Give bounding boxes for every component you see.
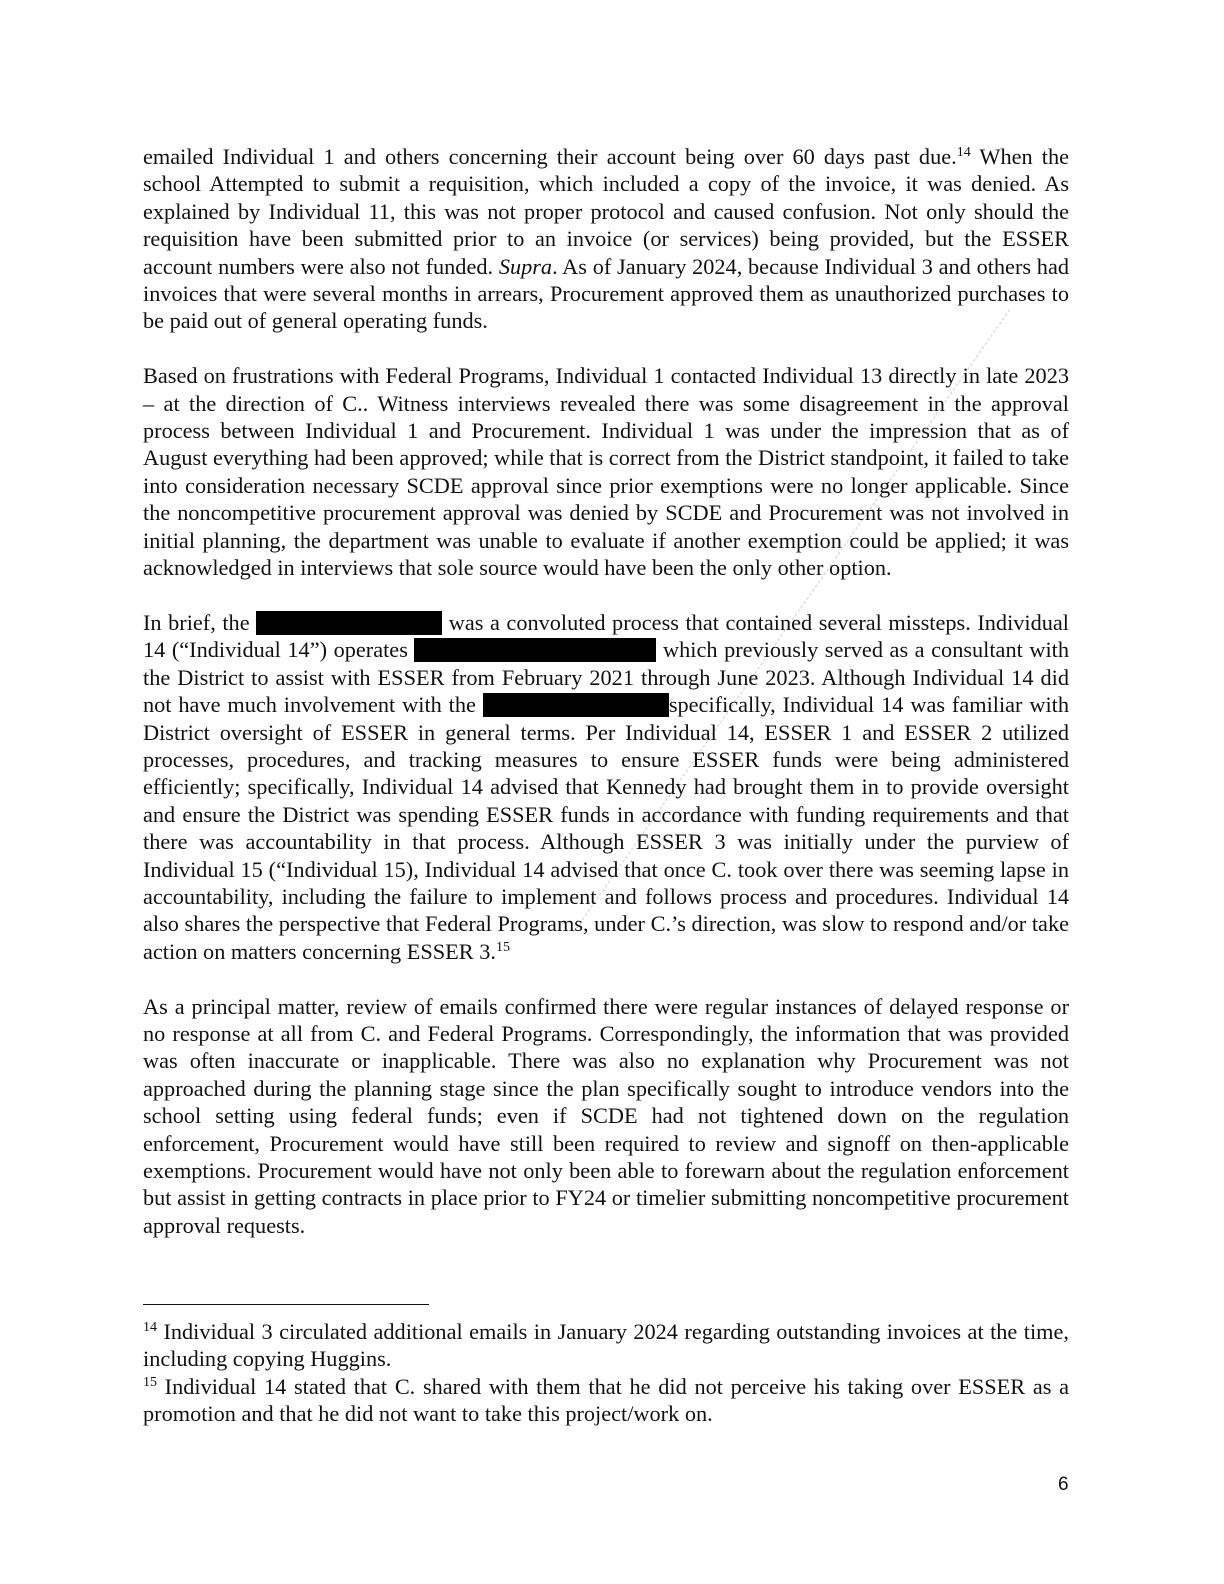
footnote-ref-14[interactable]: 14 (956, 145, 971, 160)
footnote-15 (143, 1373, 1069, 1428)
footnote-text: Individual 3 circulated additional emails in January 2024 regarding outstanding invoices at the time, including copying Huggins. (143, 1319, 1069, 1372)
footnotes (143, 1318, 1069, 1428)
paragraph-3-text-d: specifically, Individual 14 was familiar with District oversight of ESSER in general terms. Per Individual 14, ESSER 1 and ESSER 2 utilized processes, procedures, and tracking measures to ensure ESSER funds were being administered efficiently; specifically, Individual 14 advised that Kennedy had brought them in to provide oversight and ensure the District was spending ESSER funds in accordance with funding requirements and that there was accountability in that process. Although ESSER 3 was initially under the purview of Individual 15 (“Individual 15), Individual 14 advised that once C. took over there was seeming lapse in accountability, including the failure to implement and follows process and procedures. Individual 14 also shares the perspective that Federal Programs, under C.’s direction, was slow to respond and/or take action on matters concerning ESSER 3. (143, 692, 1070, 964)
paragraph-4: As a principal matter, review of emails confirmed there were regular instances of delayed response or no response at all from C. and Federal Programs. Correspondingly, the information that was provided was often inaccurate or inapplicable. There was also no explanation why Procurement was not approached during the planning stage since the plan specifically sought to introduce vendors into the school setting using federal funds; even if SCDE had not tightened down on the regulation enforcement, Procurement would have still been required to review and signoff on then-applicable exemptions. Procurement would have not only been able to forewarn about the regulation enforcement but assist in getting contracts in place prior to FY24 or timelier submitting noncompetitive procurement approval requests. (143, 993, 1069, 1238)
paragraph-1-text-b: When the school Attempted to submit a requisition, which included a copy of the invoice, it was denied. As explained by Individual 11, this was not proper protocol and caused confusion. Not only should the requisition have been submitted prior to an invoice (or services) being provided, but the ESSER account numbers were also not funded. (143, 144, 1069, 279)
footnote-text: Individual 14 stated that C. shared with them that he did not perceive his taking over ESSER as a promotion and that he did not want to take this project/work on. (143, 1373, 1069, 1427)
footnote-number: 15 (143, 1374, 157, 1390)
supra-citation: Supra (498, 253, 553, 279)
paragraph-3-text-a: In brief, the (143, 609, 250, 635)
paragraph-3-text-b: was a convoluted process that contained several missteps. Individual 14 (“Individual 14”) operates (143, 609, 1069, 663)
page-number: 6 (1058, 1474, 1069, 1495)
footnote-number: 14 (143, 1320, 157, 1335)
document-body (143, 143, 1069, 1267)
paragraph-2: Based on frustrations with Federal Programs, Individual 1 contacted Individual 13 directly in late 2023 – at the direction of C.. Witness interviews revealed there was some disagreement in the approval process between Individual 1 and Procurement. Individual 1 was under the impression that as of August everything had been approved; while that is correct from the District standpoint, it failed to take into consideration necessary SCDE approval since prior exemptions were no longer applicable. Since the noncompetitive procurement approval was denied by SCDE and Procurement was not involved in initial planning, the department was unable to evaluate if another exemption could be applied; it was acknowledged in interviews that sole source would have been the only other option. (143, 363, 1069, 581)
paragraph-3 (143, 609, 1069, 965)
redaction-block (256, 611, 442, 635)
footnote-14 (143, 1318, 1069, 1373)
paragraph-3-text-c: which previously served as a consultant with the District to assist with ESSER from February 2021 through June 2023. Although Individual 14 did not have much involvement with the (143, 637, 1070, 718)
redaction-block (483, 693, 669, 717)
footnote-ref-15[interactable]: 15 (495, 939, 510, 955)
paragraph-1-text-c: . As of January 2024, because Individual 3 and others had invoices that were several months in arrears, Procurement approved them as unauthorized purchases to be paid out of general operating funds. (143, 253, 1069, 334)
redaction-block (414, 638, 656, 662)
paragraph-1-text-a: emailed Individual 1 and others concerning their account being over 60 days past due. (143, 144, 957, 169)
footnote-separator (143, 1304, 429, 1305)
paragraph-1 (143, 143, 1069, 335)
